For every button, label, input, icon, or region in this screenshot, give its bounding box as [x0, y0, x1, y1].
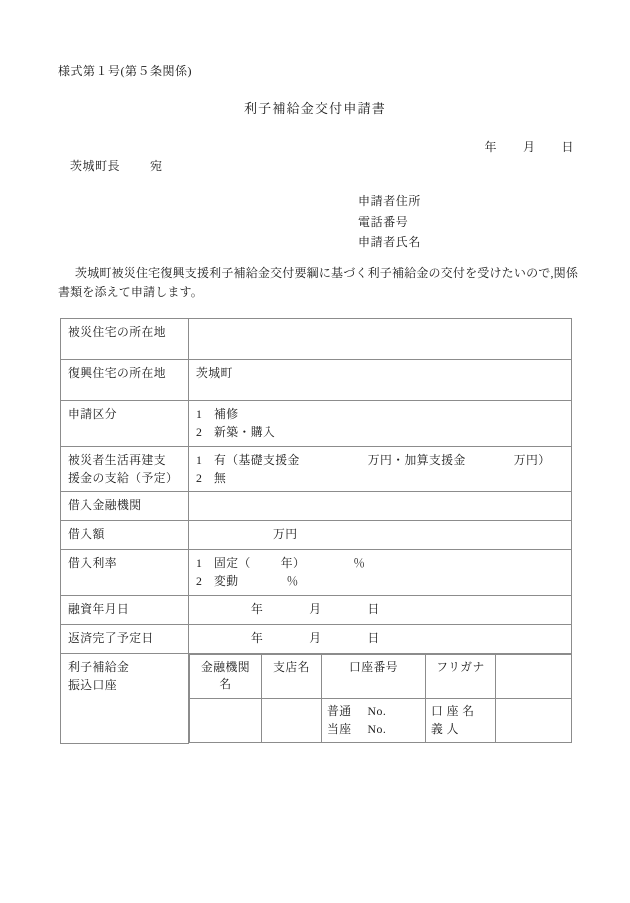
rate-option-2[interactable]: [196, 572, 564, 590]
date-month-label: 月: [522, 140, 536, 154]
category-option-2-label: 新築・購入: [214, 425, 276, 440]
category-option-1-label: 補修: [214, 407, 239, 421]
header-blank: [496, 654, 572, 698]
label-application-category: 申請区分: [61, 401, 189, 447]
value-lending-institution[interactable]: [189, 492, 572, 521]
rate-option-2-variable: 変動: [214, 574, 239, 589]
value-account-holder-line1: 口 座 名 義: [431, 704, 475, 736]
value-support-payment[interactable]: [189, 446, 572, 492]
value-repayment-date[interactable]: [189, 624, 572, 653]
body-text-line2: 関係書類を添えて申請します。: [58, 266, 578, 300]
value-account-holder[interactable]: [426, 699, 496, 743]
account-type-toza-label: 当座: [327, 721, 352, 736]
label-repayment-date: 返済完了予定日: [61, 624, 189, 653]
support-option-2-number: 2: [196, 470, 203, 485]
label-support-payment-line1: 被災者生活再建支: [68, 452, 166, 467]
label-transfer-account: [61, 653, 189, 743]
label-transfer-account-line1: 利子補給金: [68, 659, 130, 674]
label-lending-institution: 借入金融機関: [61, 492, 189, 521]
category-option-2-number: 2: [196, 425, 203, 440]
category-option-1[interactable]: [196, 405, 564, 423]
support-option-1-number: 1: [196, 452, 203, 467]
label-support-payment-line2: 援金の支給（予定）: [68, 470, 179, 485]
support-option-1[interactable]: [196, 451, 564, 469]
label-transfer-account-line2: 振込口座: [68, 677, 117, 692]
header-branch-name: 支店名: [262, 654, 322, 698]
value-loan-date[interactable]: [189, 595, 572, 624]
loan-date-month: 月: [309, 601, 322, 616]
account-value-row: [190, 699, 572, 743]
application-table: [60, 318, 572, 744]
rate-option-1-fixed: 固定（: [214, 556, 251, 571]
repayment-date-day: 日: [367, 630, 380, 645]
label-loan-amount: 借入額: [61, 521, 189, 550]
table-row-repayment-date: [61, 624, 572, 653]
value-loan-amount[interactable]: 万円: [189, 521, 572, 550]
account-header-row: [190, 654, 572, 698]
form-number: 様式第１号(第５条関係): [58, 64, 192, 78]
support-option-2-label: 無: [214, 470, 227, 485]
table-row-interest-rate: [61, 550, 572, 596]
applicant-name-label: 申請者氏名: [358, 235, 422, 249]
document-title: 利子補給金交付申請書: [243, 101, 386, 116]
category-option-1-number: 1: [196, 407, 203, 421]
account-type-toza-no: No.: [367, 721, 387, 736]
header-account-number: 口座番号: [322, 654, 426, 698]
table-row-loan-date: [61, 595, 572, 624]
applicant-phone-label: 電話番号: [358, 214, 409, 229]
value-recovery-home-location[interactable]: 茨城町: [189, 360, 572, 401]
header-institution-name-line2: 名: [219, 677, 232, 692]
applicant-address-label: 申請者住所: [358, 194, 422, 208]
repayment-date-year: 年: [251, 630, 264, 645]
account-type-futsu[interactable]: [327, 703, 420, 721]
value-account-holder-line2: 人: [446, 721, 459, 736]
label-interest-rate: 借入利率: [61, 550, 189, 596]
date-day-label: 日: [561, 140, 574, 154]
rate-option-2-number: 2: [196, 574, 203, 589]
support-option-1-close: 万円）: [513, 452, 551, 467]
table-row-support-payment: [61, 446, 572, 492]
table-row-damaged-home-location: [61, 319, 572, 360]
date-year-label: 年: [484, 140, 497, 154]
rate-option-1-number: 1: [196, 556, 203, 571]
body-paragraph: [58, 264, 578, 303]
account-type-futsu-no: No.: [367, 704, 387, 719]
transfer-account-subtable-cell: [189, 653, 572, 743]
header-furigana: フリガナ: [426, 654, 496, 698]
support-option-1-basic: 有（基礎支援金: [214, 452, 300, 467]
rate-option-1-percent: ％: [353, 556, 366, 571]
date-line: [484, 138, 574, 155]
label-support-payment: [61, 446, 189, 492]
applicant-block: [358, 192, 421, 254]
loan-date-year: 年: [251, 601, 264, 616]
value-application-category[interactable]: [189, 401, 572, 447]
value-account-number[interactable]: [322, 699, 426, 743]
label-damaged-home-location: 被災住宅の所在地: [61, 319, 189, 360]
value-institution-name[interactable]: [190, 699, 262, 743]
value-interest-rate[interactable]: [189, 550, 572, 596]
value-damaged-home-location[interactable]: [189, 319, 572, 360]
repayment-date-month: 月: [309, 630, 322, 645]
value-branch-name[interactable]: [262, 699, 322, 743]
transfer-account-table: [189, 654, 572, 744]
support-option-2[interactable]: [196, 469, 564, 487]
table-row-lending-institution: [61, 492, 572, 521]
table-row-recovery-home-location: [61, 360, 572, 401]
label-loan-date: 融資年月日: [61, 595, 189, 624]
table-row-transfer-account: [61, 653, 572, 743]
loan-date-day: 日: [367, 601, 380, 616]
category-option-2[interactable]: [196, 423, 564, 441]
label-recovery-home-location: 復興住宅の所在地: [61, 360, 189, 401]
rate-option-1-year: 年）: [280, 556, 306, 571]
addressee: [70, 157, 163, 174]
rate-option-2-percent: ％: [286, 574, 299, 589]
header-institution-name: [190, 654, 262, 698]
body-text-line1: 茨城町被災住宅復興支援利子補給金交付要綱に基づく利子補給金の交付を受けたいので,: [75, 266, 554, 280]
addressee-recipient: 茨城町長: [70, 159, 121, 173]
support-option-1-additional: 万円・加算支援金: [367, 452, 466, 467]
value-blank[interactable]: [496, 699, 572, 743]
account-type-futsu-label: 普通: [327, 704, 352, 719]
account-type-toza[interactable]: [327, 721, 420, 739]
addressee-suffix: 宛: [150, 159, 163, 173]
header-institution-name-line1: 金融機関: [201, 659, 250, 674]
rate-option-1[interactable]: [196, 554, 564, 572]
table-row-application-category: [61, 401, 572, 447]
table-row-loan-amount: [61, 521, 572, 550]
